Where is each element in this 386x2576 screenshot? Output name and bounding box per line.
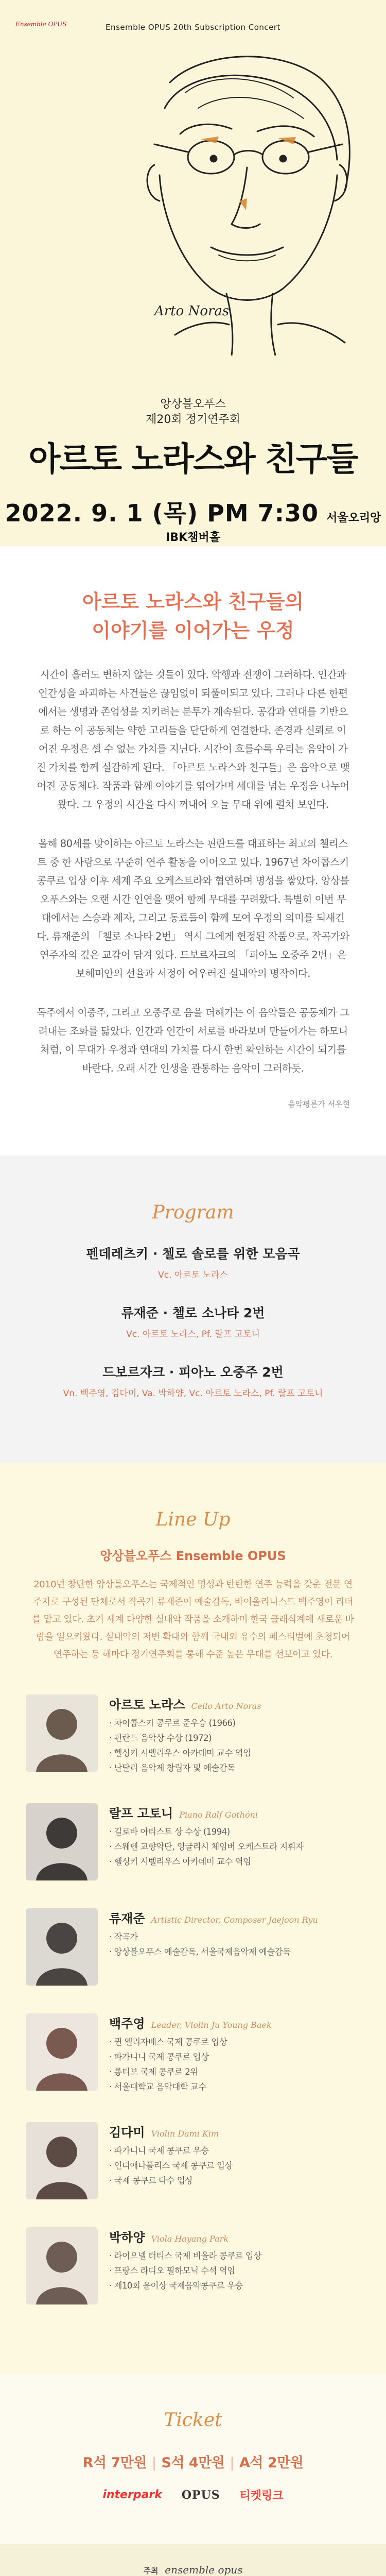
interpark-link[interactable]: interpark xyxy=(102,2488,162,2501)
artist-heading xyxy=(109,1908,360,1926)
intro-paragraph: 올해 80세를 맞이하는 아르토 노라스는 핀란드를 대표하는 최고의 첼리스트 중 한 사람으로 꾸준히 연주 활동을 이어오고 있다. 1967년 차이콥스키 콩쿠르 입상 이후 세계 주요 오케스트라와 협연하며 명성을 쌓았다. 앙상블오푸스와는 오랜 시간 인연을 맺어 함께 무대를 꾸려왔다. 특별히 이번 무대에서는 스승과 제자, 그리고 동료들이 함께 모여 우정의 의미를 되새긴다. 류재준의 「첼로 소나타 2번」 역시 그에게 헌정된 작품으로, 작곡가와 연주자의 깊은 교감이 담겨 있다. 드보르자크의 「피아노 오중주 2번」은 보헤미안의 선율과 서정이 어우러진 실내악의 명작이다. xyxy=(37,838,349,979)
artist-card xyxy=(26,2227,360,2304)
program-item xyxy=(15,1362,371,1399)
bio-line: · 앙상블오푸스 예술감독, 서울국제음악제 예술감독 xyxy=(109,1944,360,1959)
artist-bio xyxy=(109,2143,360,2188)
bio-line: · 헬싱키 시벨리우스 아카데미 교수 역임 xyxy=(109,1854,360,1869)
concert-date: 2022. 9. 1 (목) PM 7:30 xyxy=(5,499,319,527)
artist-info xyxy=(109,1694,360,1775)
artist-name: 백주영 xyxy=(109,2016,145,2031)
artist-role: Viola Hayang Park xyxy=(151,2234,229,2244)
bio-line: · 헬싱키 시벨리우스 아카데미 교수 역임 xyxy=(109,1745,360,1760)
artist-photo xyxy=(26,2227,98,2304)
host-label: 주최 xyxy=(143,2566,159,2575)
bio-line: · 스웨덴 교향악단, 잉글리시 체임버 오케스트라 지휘자 xyxy=(109,1839,360,1854)
bio-line: · 파가니니 국제 콩쿠르 입상 xyxy=(109,2049,360,2064)
artist-photo xyxy=(26,1694,98,1772)
artist-card xyxy=(26,1803,360,1880)
bio-line: · 난탈리 음악제 창립자 및 예술감독 xyxy=(109,1760,360,1775)
intro-section xyxy=(0,546,386,1156)
program-item xyxy=(15,1244,371,1280)
lineup-section xyxy=(0,1463,386,2374)
artist-card xyxy=(26,2122,360,2199)
artist-photo xyxy=(26,2013,98,2091)
artist-heading xyxy=(109,1694,360,1713)
artist-photo xyxy=(26,1908,98,1986)
ticket-section xyxy=(0,2374,386,2544)
program-performers: Vc. 아르토 노라스, Pf. 랄프 고토니 xyxy=(126,1329,260,1340)
host-line xyxy=(15,2564,371,2576)
intro-paragraph: 시간이 흘러도 변하지 않는 것들이 있다. 악행과 전쟁이 그러하다. 인간과 인간성을 파괴하는 사건들은 끊임없이 되풀이되고 있다. 그러나 다른 한편에서는 생명과 존엄성을 지키려는 분투가 계속된다. 공감과 연대를 기반으로 하는 이 공동체는 약한 고리들을 단단하게 연결한다. 존경과 신뢰로 이어진 우정은 셀 수 없는 가치를 지닌다. 시간이 흐를수록 우리는 음악이 가진 가치를 함께 실감하게 된다. 「아르토 노라스와 친구들」은 음악으로 맺어진 공동체다. 작품과 함께 이야기를 엮어가며 세대를 넘는 우정을 나누어 왔다. 그 우정의 시간을 다시 꺼내어 오늘 무대 위에 펼쳐 보인다. xyxy=(36,669,350,810)
artist-heading xyxy=(109,2227,360,2245)
artist-info xyxy=(109,2227,360,2293)
bio-line: · 차이콥스키 콩쿠르 준우승 (1966) xyxy=(109,1716,360,1731)
program-piece: 펜데레츠키 · 첼로 솔로를 위한 모음곡 xyxy=(86,1246,300,1261)
artist-bio xyxy=(109,1929,360,1959)
program-section xyxy=(0,1156,386,1463)
bio-line: · 서울대학교 음악대학 교수 xyxy=(109,2079,360,2094)
artist-name: 박하양 xyxy=(109,2230,145,2245)
artist-card xyxy=(26,1908,360,1986)
artist-role: Leader, Violin Ju Young Baek xyxy=(151,2020,272,2030)
artist-name: 류재준 xyxy=(109,1911,145,1926)
artist-info xyxy=(109,2122,360,2188)
program-title: Program xyxy=(152,1202,234,1223)
artist-photo xyxy=(26,2122,98,2199)
intro-title-line1: 아르토 노라스와 친구들의 xyxy=(82,590,304,613)
lineup-title: Line Up xyxy=(155,1509,231,1530)
price-r: R석 7만원 xyxy=(82,2455,147,2471)
artist-heading xyxy=(109,2122,360,2140)
bio-line: · 라이오넬 터티스 국제 비올라 콩쿠르 입상 xyxy=(109,2248,360,2263)
intro-title-line2: 이야기를 이어가는 우정 xyxy=(92,619,294,642)
ticket-prices: R석 7만원 | S석 4만원 | A석 2만원 xyxy=(82,2455,304,2471)
intro-title xyxy=(36,587,350,645)
price-s: S석 4만원 xyxy=(161,2455,225,2471)
ticket-sellers xyxy=(15,2487,371,2503)
program-performers: Vn. 백주영, 김다미, Va. 박하양, Vc. 아르토 노라스, Pf. 랄프 고토니 xyxy=(63,1388,323,1399)
bio-line: · 작곡가 xyxy=(109,1929,360,1944)
artist-role: Artistic Director, Composer Jaejoon Ryu xyxy=(151,1915,318,1925)
ticketlink-link[interactable]: 티켓링크 xyxy=(239,2489,284,2502)
group-name: 앙상블오푸스 xyxy=(160,398,226,411)
bio-line: · 롱티보 국제 콩쿠르 2위 xyxy=(109,2064,360,2079)
concert-group xyxy=(0,397,386,428)
bio-line: · 국제 콩쿠르 다수 입상 xyxy=(109,2173,360,2188)
footer-section xyxy=(0,2544,386,2576)
concert-title: 아르토 노라스와 친구들 xyxy=(28,440,358,479)
artist-photo xyxy=(26,1803,98,1880)
artist-bio xyxy=(109,2035,360,2094)
artist-heading xyxy=(109,2013,360,2031)
artist-bio xyxy=(109,2248,360,2293)
bio-line: · 프랑스 라디오 필하모닉 수석 역임 xyxy=(109,2263,360,2278)
program-performers: Vc. 아르토 노라스 xyxy=(158,1270,228,1280)
bio-line: · 제10회 윤이상 국제음악콩쿠르 우승 xyxy=(109,2278,360,2293)
intro-paragraph: 독주에서 이중주, 그리고 오중주로 음을 더해가는 이 음악들은 공동체가 그려내는 조화를 닮았다. 인간과 인간이 서로를 바라보며 만들어가는 하모니처럼, 이 무대가 우정과 연대의 가치를 다시 한번 확인하는 시간이 되기를 바란다. 오래 시간 인생을 관통하는 음악이 그러하듯. xyxy=(37,1007,349,1074)
artist-card xyxy=(26,1694,360,1775)
ticket-title: Ticket xyxy=(164,2410,222,2431)
ensemble-description: 2010년 창단한 앙상블오푸스는 국제적인 명성과 탄탄한 연주 능력을 갖춘 전문 연주자로 구성된 단체로서 작곡가 류재준이 예술감독, 바이올리니스트 백주영이 리더를 맡고 있다. 초기 세계 다양한 실내악 작품을 소개하며 한국 클래식계에 새로운 바람을 일으켜왔다. 실내악의 저변 확대와 함께 국내외 유수의 페스티벌에 초청되어 연주하는 등 해마다 정기연주회를 통해 수준 높은 무대를 선보이고 있다. xyxy=(32,1579,354,1660)
artist-role: Piano Ralf Gothóni xyxy=(179,1810,258,1820)
ensemble-name: 앙상블오푸스 Ensemble OPUS xyxy=(100,1549,286,1563)
artist-name: 랄프 고토니 xyxy=(109,1806,173,1821)
concert-venue: 서울오리앙 IBK챔버홀 xyxy=(166,512,381,544)
artist-bio xyxy=(109,1716,360,1775)
artist-role: Violin Dami Kim xyxy=(151,2129,219,2139)
artist-bio xyxy=(109,1824,360,1869)
bio-line: · 길로바 아티스트 상 수상 (1994) xyxy=(109,1824,360,1839)
bio-line: · 파가니니 국제 콩쿠르 우승 xyxy=(109,2143,360,2158)
signature: Arto Noras xyxy=(154,303,230,319)
hero-section xyxy=(0,0,386,546)
portrait-illustration xyxy=(108,46,376,355)
host-name: ensemble opus xyxy=(165,2564,243,2576)
ensemble-logo: Ensemble OPUS xyxy=(15,21,67,28)
price-a: A석 2만원 xyxy=(239,2455,304,2471)
program-piece: 드보르자크 · 피아노 오중주 2번 xyxy=(102,1365,284,1380)
artist-info xyxy=(109,1803,360,1869)
season-title: Ensemble OPUS 20th Subscription Concert xyxy=(106,23,280,32)
artist-role: Cello Arto Noras xyxy=(191,1701,261,1711)
artist-info xyxy=(109,1908,360,1959)
artist-name: 아르토 노라스 xyxy=(109,1698,185,1712)
artist-card xyxy=(26,2013,360,2094)
artist-heading xyxy=(109,1803,360,1821)
date-venue xyxy=(0,495,386,545)
opus-link[interactable]: OPUS xyxy=(181,2488,220,2502)
concert-number: 제20회 정기연주회 xyxy=(146,413,240,426)
program-piece: 류재준 · 첼로 소나타 2번 xyxy=(121,1306,265,1320)
intro-author: 음악평론가 서우현 xyxy=(288,1099,350,1109)
bio-line: · 인디애나폴리스 국제 콩쿠르 입상 xyxy=(109,2158,360,2173)
bio-line: · 퀸 엘리자베스 국제 콩쿠르 입상 xyxy=(109,2035,360,2049)
artist-name: 김다미 xyxy=(109,2125,145,2140)
artist-info xyxy=(109,2013,360,2094)
program-item xyxy=(15,1303,371,1340)
bio-line: · 핀란드 음악상 수상 (1972) xyxy=(109,1731,360,1745)
